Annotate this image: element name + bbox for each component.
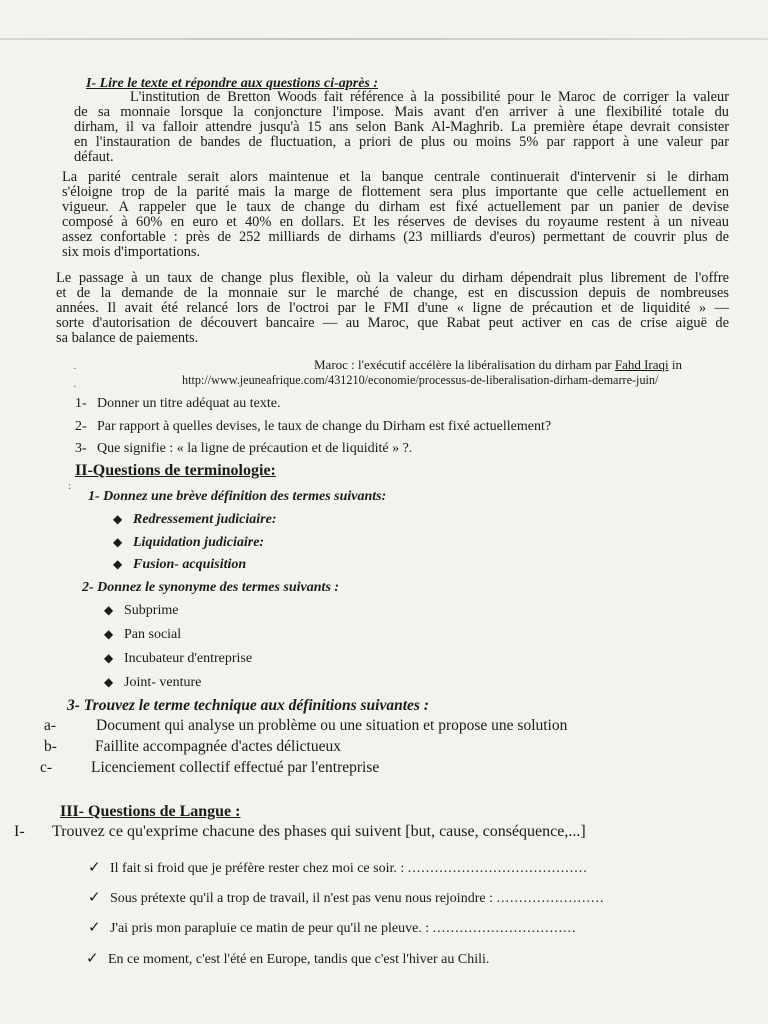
question-3: 3- Que signifie : « la ligne de précaution et de liquidité » ?. xyxy=(75,441,413,456)
diamond-bullet-icon: ◆ xyxy=(113,535,123,549)
language-item: ✓ Il fait si froid que je préfère rester chez moi ce soir. : ........................................ xyxy=(88,860,588,876)
language-item: ✓ Sous prétexte qu'il a trop de travail, il n'est pas venu nous rejoindre : ........................ xyxy=(88,890,605,906)
source-in: in xyxy=(668,357,683,372)
language-question: I- Trouvez ce qu'exprime chacune des phases qui suivent [but, cause, conséquence,...] xyxy=(14,823,586,840)
diamond-bullet-icon: ◆ xyxy=(104,603,114,617)
language-item: ✓ J'ai pris mon parapluie ce matin de peur qu'il ne pleuve. : ................................ xyxy=(88,920,577,936)
source-author-link[interactable]: Fahd Iraqi xyxy=(614,357,669,372)
p1-line: dirham, il va falloir attendre jusqu'à 15 ans selon Bank Al-Maghrib. La première étape devrait consister xyxy=(74,120,729,135)
section3-title: III- Questions de Langue : xyxy=(60,803,241,820)
p2-line: s'éloigne trop de la parité mais la marge de flottement sera plus importante que celle actuellement en xyxy=(62,185,729,200)
checkmark-icon: ✓ xyxy=(88,890,101,906)
p1-line: défaut. xyxy=(74,150,114,165)
source-text: Maroc : l'exécutif accélère la libéralisation du dirham par xyxy=(314,357,612,372)
section1-title: I- Lire le texte et répondre aux questions ci-après : xyxy=(86,76,379,91)
p3-line: années. Il avait été relancé lors de l'octroi par le FMI d'une « ligne de précaution et de liquidité » — xyxy=(56,301,729,316)
p1-line: de sa monnaie lorsque la conjoncture l'impose. Mais avant d'en arriver à une flexibilité totale du xyxy=(74,105,729,120)
diamond-bullet-icon: ◆ xyxy=(104,675,114,689)
checkmark-icon: ✓ xyxy=(86,951,99,967)
scan-speck: · xyxy=(73,381,77,393)
p1-line: L'institution de Bretton Woods fait référence à la possibilité pour le Maroc de corriger la valeur xyxy=(130,90,729,105)
p3-line: sorte d'autorisation de découvert bancaire — au Maroc, que Rabat peut activer en cas de crise aiguë de xyxy=(56,316,729,331)
p2-line: assez confortable : près de 252 milliards de dirhams (23 milliards d'euros) permettant de couvrir plus de xyxy=(62,230,729,245)
answer-blank[interactable]: ................................ xyxy=(432,921,577,936)
scan-top-edge xyxy=(0,38,768,40)
term-item: ◆ Liquidation judiciaire: xyxy=(113,535,265,550)
diamond-bullet-icon: ◆ xyxy=(113,512,123,526)
synonym-item: ◆ Joint- venture xyxy=(104,675,202,690)
question-1: 1- Donner un titre adéquat au texte. xyxy=(75,396,281,411)
section2-title: II-Questions de terminologie: xyxy=(75,462,276,479)
term-item: ◆ Fusion- acquisition xyxy=(113,557,247,572)
p1-line: en l'instauration de bandes de fluctuation, a priori de plus ou moins 5% par rapport à une valeur par xyxy=(74,135,729,150)
diamond-bullet-icon: ◆ xyxy=(104,651,114,665)
checkmark-icon: ✓ xyxy=(88,920,101,936)
checkmark-icon: ✓ xyxy=(88,860,101,876)
paragraph-3 xyxy=(56,271,729,346)
paragraph-2 xyxy=(62,170,729,260)
definition-item: a- Document qui analyse un problème ou une situation et propose une solution xyxy=(44,717,568,734)
p3-line: et de la demande de la monnaie sur le marché de change, est en discussion depuis de nombreuses xyxy=(56,286,729,301)
scan-speck: : xyxy=(68,480,72,492)
definition-item: b- Faillite accompagnée d'actes délictueux xyxy=(44,738,341,755)
p2-line: composé à 60% en euro et 40% en dollars. Et les réserves de devises du royaume restent à un niveau xyxy=(62,215,729,230)
answer-blank[interactable]: ........................................ xyxy=(407,861,588,876)
p3-line: sa balance de paiements. xyxy=(56,331,199,346)
synonym-item: ◆ Incubateur d'entreprise xyxy=(104,651,253,666)
term-item: ◆ Redressement judiciaire: xyxy=(113,512,277,527)
terminology-q3-title: 3- Trouvez le terme technique aux définitions suivantes : xyxy=(67,697,429,714)
paragraph-1 xyxy=(74,90,729,165)
synonym-item: ◆ Subprime xyxy=(104,603,179,618)
language-item: ✓ En ce moment, c'est l'été en Europe, tandis que c'est l'hiver au Chili. xyxy=(86,951,490,967)
question-2: 2- Par rapport à quelles devises, le taux de change du Dirham est fixé actuellement? xyxy=(75,419,552,434)
p3-line: Le passage à un taux de change plus flexible, où la valeur du dirham dépendrait plus librement de l'offre xyxy=(56,271,729,286)
terminology-q2-title: 2- Donnez le synonyme des termes suivants : xyxy=(82,580,340,595)
p2-line: vigueur. À rappeler que le taux de change du dirham est fixé actuellement par un panier de devise xyxy=(62,200,729,215)
source-citation xyxy=(314,357,682,373)
diamond-bullet-icon: ◆ xyxy=(104,627,114,641)
diamond-bullet-icon: ◆ xyxy=(113,557,123,571)
p2-line: six mois d'importations. xyxy=(62,245,201,260)
p2-line: La parité centrale serait alors maintenue et la banque centrale continuerait d'intervenir si le dirham xyxy=(62,170,729,185)
scan-speck: · xyxy=(73,363,77,375)
answer-blank[interactable]: ........................ xyxy=(496,891,605,906)
synonym-item: ◆ Pan social xyxy=(104,627,182,642)
source-url-link[interactable]: http://www.jeuneafrique.com/431210/economie/processus-de-liberalisation-dirham-demarre-juin/ xyxy=(182,373,659,387)
definition-item: c- Licenciement collectif effectué par l'entreprise xyxy=(40,759,380,776)
terminology-q1-title: 1- Donnez une brève définition des termes suivants: xyxy=(88,489,387,504)
